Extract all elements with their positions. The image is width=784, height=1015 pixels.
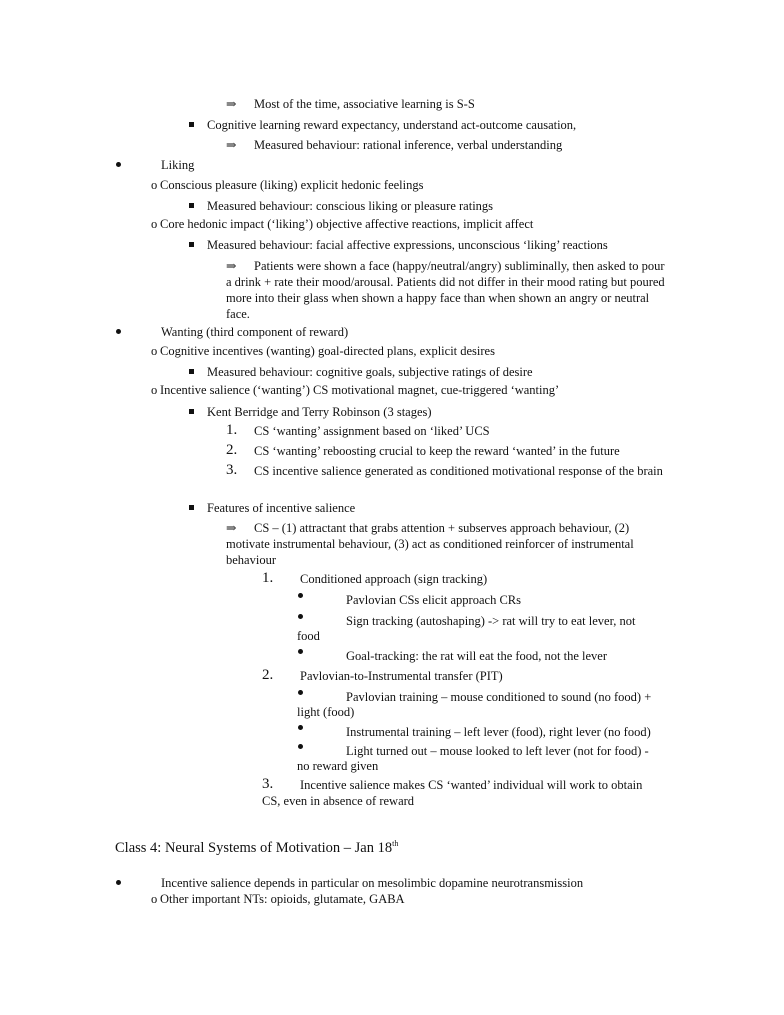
text-line: Kent Berridge and Terry Robinson (3 stages) xyxy=(207,405,432,419)
bullet-icon xyxy=(116,880,121,885)
square-bullet-icon xyxy=(189,409,194,414)
circle-bullet-icon: o xyxy=(151,892,158,906)
text-line: Cognitive learning reward expectancy, understand act-outcome causation, xyxy=(207,118,577,132)
circle-bullet-icon: o xyxy=(151,344,158,358)
arrow-icon: ⇒ xyxy=(226,259,237,273)
text-paragraph: CS incentive salience generated as conditioned motivational response of the brain xyxy=(254,464,663,478)
text-line: Light turned out – mouse looked to left lever (not for food) - xyxy=(346,744,649,758)
text-line: Measured behaviour: rational inference, verbal understanding xyxy=(254,138,563,152)
text-line: Incentive salience makes CS ‘wanted’ individual will work to obtain xyxy=(300,778,643,792)
bullet-icon xyxy=(116,329,121,334)
class-heading-superscript: th xyxy=(392,839,399,849)
text-line: food xyxy=(297,629,320,643)
text-line: Conscious pleasure (liking) explicit hedonic feelings xyxy=(160,178,424,192)
text-line: Features of incentive salience xyxy=(207,501,356,515)
text-line: no reward given xyxy=(297,759,379,773)
text-paragraph: CS – (1) attractant that grabs attention + subserves approach behaviour, (2) motivate instrumental behaviour, (3) act as conditioned reinforcer of instrumental behaviour xyxy=(226,521,634,567)
bullet-icon xyxy=(298,593,303,598)
arrow-icon: ⇒ xyxy=(226,521,237,535)
class-heading-text: Class 4: Neural Systems of Motivation – Jan 18 xyxy=(115,840,393,856)
circle-bullet-icon: o xyxy=(151,217,158,231)
list-number: 2. xyxy=(262,667,274,683)
bullet-icon xyxy=(298,690,303,695)
square-bullet-icon xyxy=(189,242,194,247)
arrow-icon: ⇒ xyxy=(226,138,237,152)
list-number: 1. xyxy=(226,422,238,438)
text-line: Measured behaviour: facial affective expressions, unconscious ‘liking’ reactions xyxy=(207,238,608,252)
bullet-icon xyxy=(116,162,121,167)
text-line: Instrumental training – left lever (food), right lever (no food) xyxy=(346,725,651,739)
text-line: CS ‘wanting’ reboosting crucial to keep the reward ‘wanted’ in the future xyxy=(254,444,620,458)
text-line: Cognitive incentives (wanting) goal-directed plans, explicit desires xyxy=(160,344,495,358)
text-paragraph: Patients were shown a face (happy/neutral/angry) subliminally, then asked to pour a drink + rate their mood/arousal. Patients did not differ in their mood rating but poured more into their glass when shown a happy face than when shown an angry or neutral face. xyxy=(226,259,665,321)
class-heading xyxy=(115,839,398,857)
arrow-icon: ⇒ xyxy=(226,97,237,111)
bullet-icon xyxy=(298,649,303,654)
list-number: 1. xyxy=(262,570,274,586)
bullet-icon xyxy=(298,614,303,619)
text-line: Incentive salience depends in particular on mesolimbic dopamine neurotransmission xyxy=(161,876,584,890)
text-line: Sign tracking (autoshaping) -> rat will try to eat lever, not xyxy=(346,614,636,628)
text-line: Pavlovian-to-Instrumental transfer (PIT) xyxy=(300,669,503,683)
circle-bullet-icon: o xyxy=(151,178,158,192)
list-number: 2. xyxy=(226,442,238,458)
list-number: 3. xyxy=(226,462,238,478)
text-line: Pavlovian CSs elicit approach CRs xyxy=(346,593,521,607)
section-label: Wanting (third component of reward) xyxy=(161,325,349,339)
text-line: Goal-tracking: the rat will eat the food, not the lever xyxy=(346,649,608,663)
square-bullet-icon xyxy=(189,122,194,127)
text-line: Core hedonic impact (‘liking’) objective affective reactions, implicit affect xyxy=(160,217,534,231)
bullet-icon xyxy=(298,725,303,730)
text-line: CS, even in absence of reward xyxy=(262,794,415,808)
text-line: Most of the time, associative learning is S-S xyxy=(254,97,475,111)
bullet-icon xyxy=(298,744,303,749)
square-bullet-icon xyxy=(189,203,194,208)
text-line: Measured behaviour: cognitive goals, subjective ratings of desire xyxy=(207,365,533,379)
text-line: Conditioned approach (sign tracking) xyxy=(300,572,488,586)
text-line: Other important NTs: opioids, glutamate, GABA xyxy=(160,892,405,906)
square-bullet-icon xyxy=(189,369,194,374)
text-line: CS ‘wanting’ assignment based on ‘liked’ UCS xyxy=(254,424,490,438)
section-label: Liking xyxy=(161,158,195,172)
text-line: Pavlovian training – mouse conditioned to sound (no food) + xyxy=(346,690,652,704)
text-line: Incentive salience (‘wanting’) CS motivational magnet, cue-triggered ‘wanting’ xyxy=(160,383,560,397)
text-line: Measured behaviour: conscious liking or pleasure ratings xyxy=(207,199,494,213)
list-number: 3. xyxy=(262,776,274,792)
text-line: light (food) xyxy=(297,705,355,719)
circle-bullet-icon: o xyxy=(151,383,158,397)
square-bullet-icon xyxy=(189,505,194,510)
